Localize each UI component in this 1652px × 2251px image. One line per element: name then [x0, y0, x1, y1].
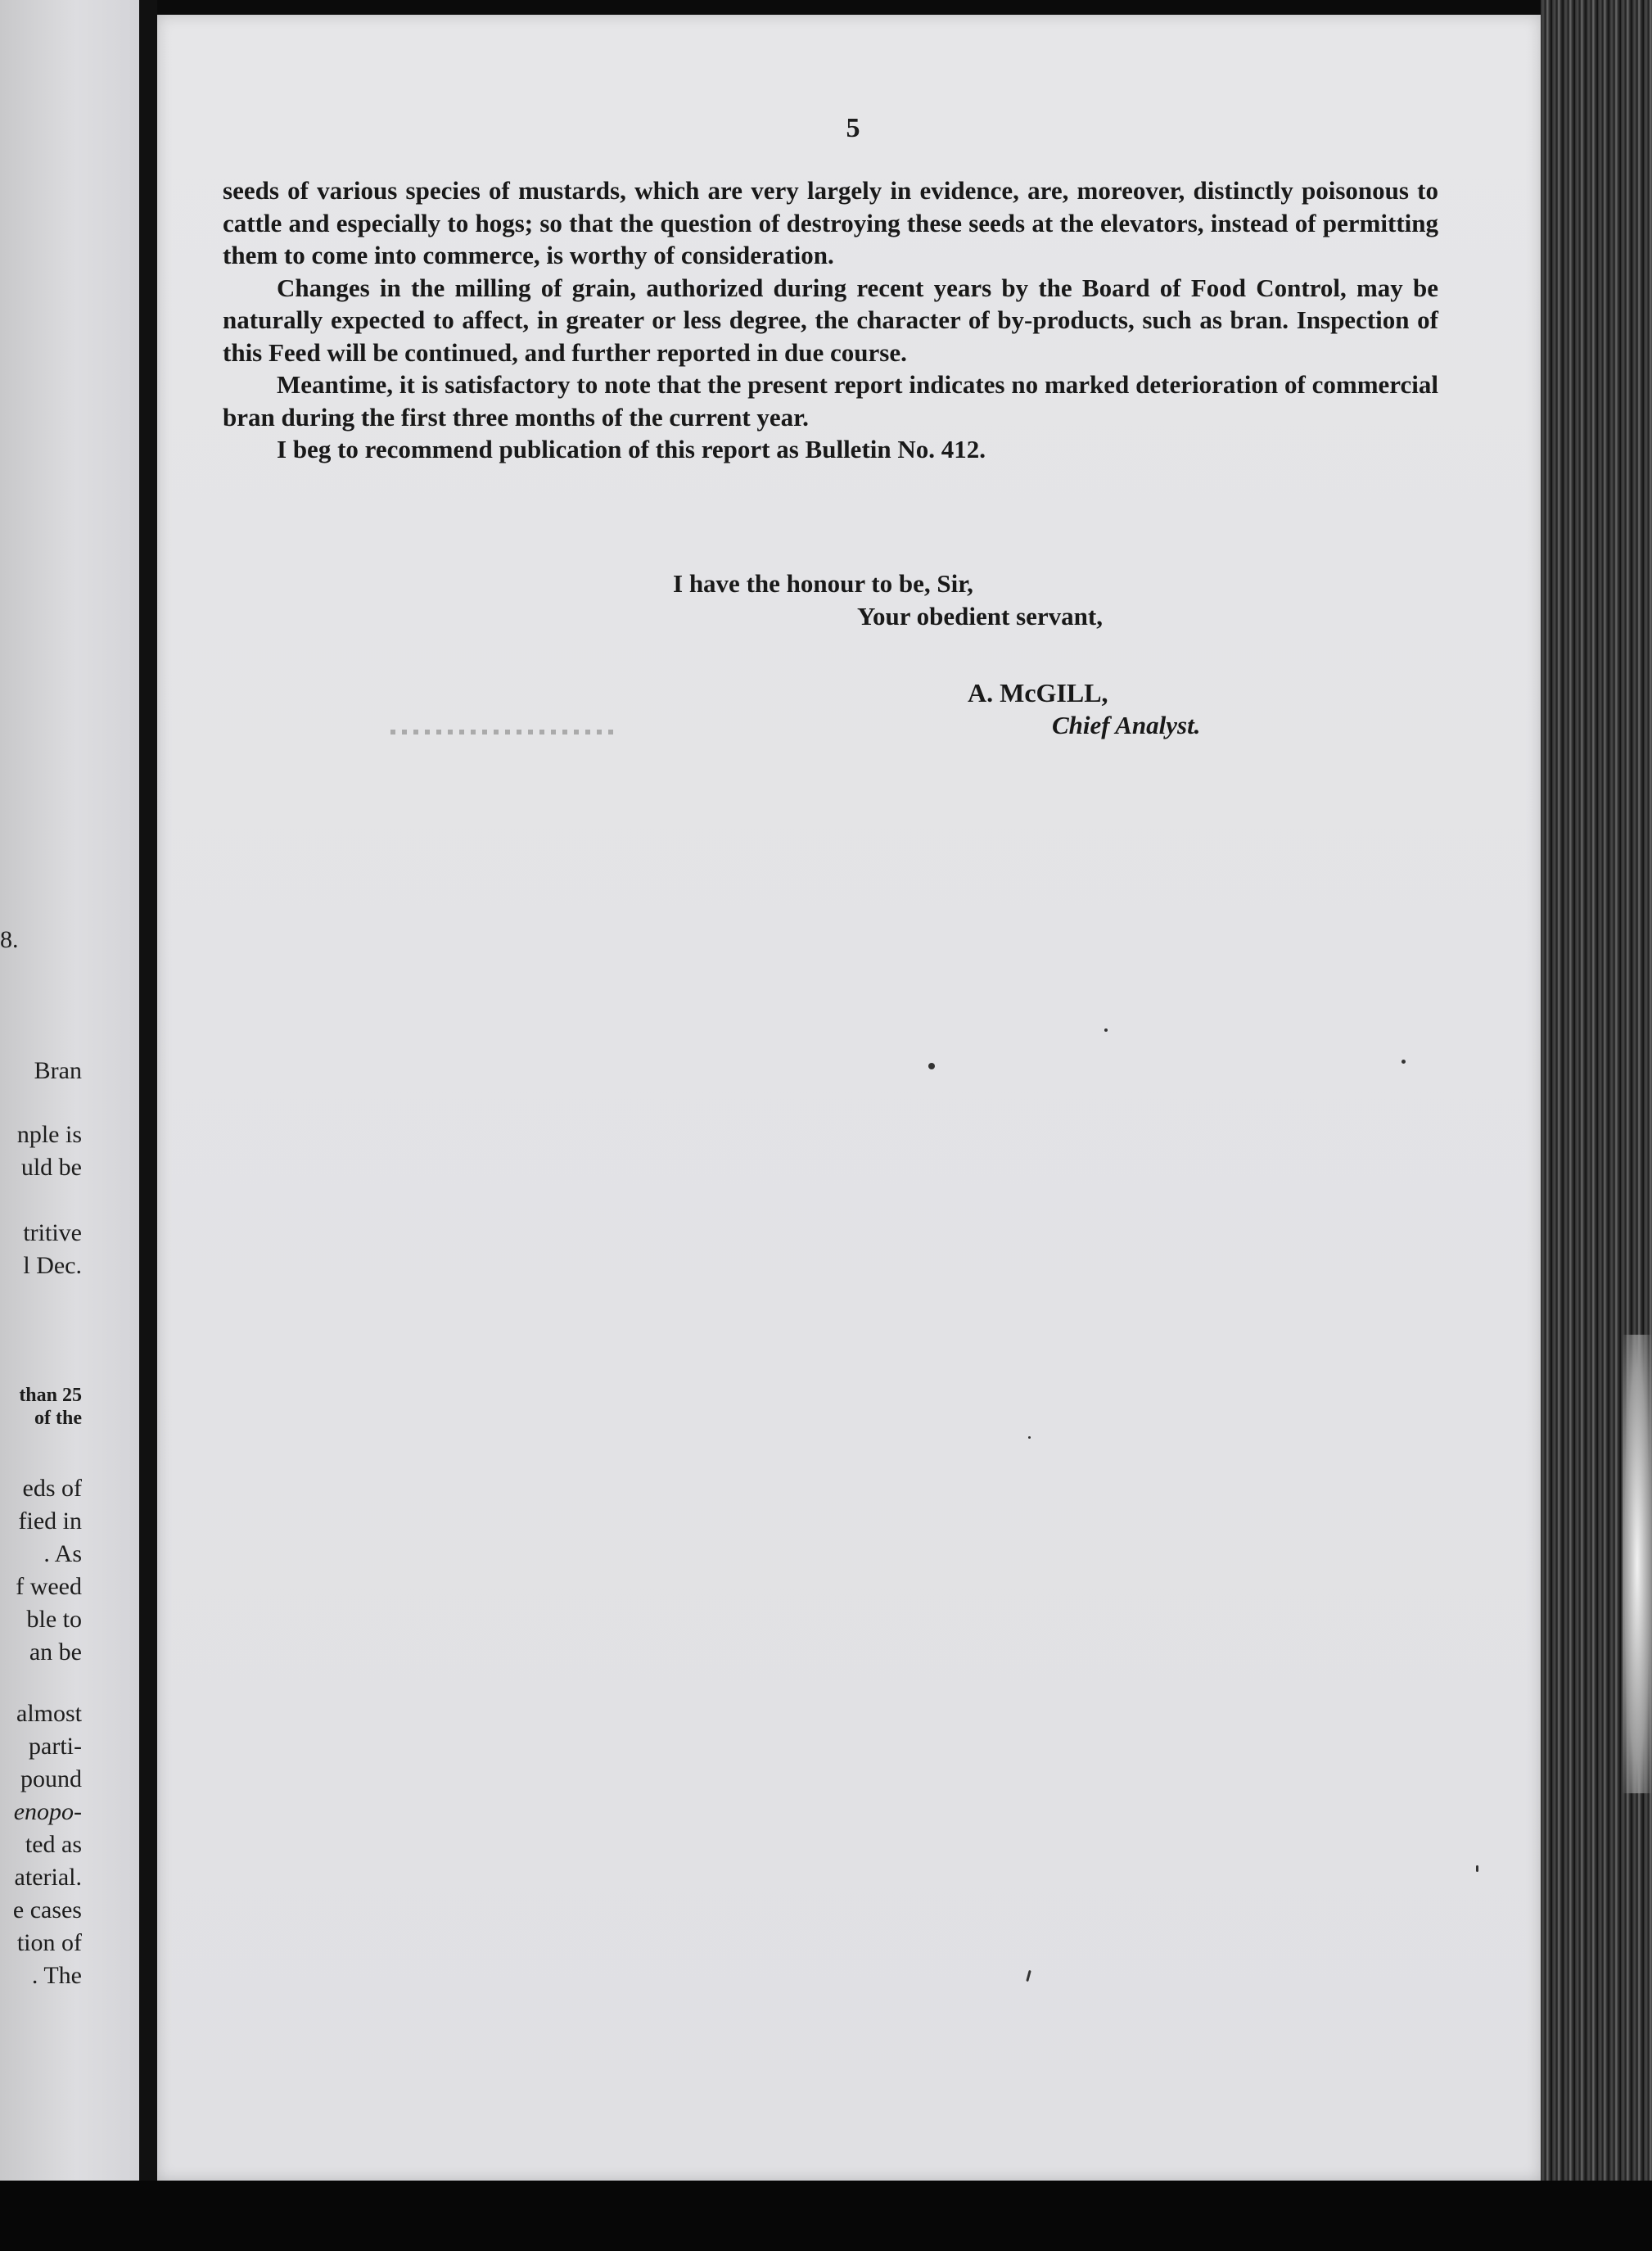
paragraph: Meantime, it is satisfactory to note that the present report indicates no marked deterioration of commercial bran during the first three months of the current year. [223, 370, 1438, 432]
scan-speck [1028, 1436, 1031, 1439]
book-gutter [139, 0, 157, 2251]
paragraph: Changes in the milling of grain, authorized during recent years by the Board of Food Control, may be naturally expected to affect, in greater or less degree, the character of by-products, such as bran. Inspection of this Feed will be continued, and further reported in due course. [223, 273, 1438, 367]
left-page-fragment: . As [43, 1540, 82, 1567]
left-page-fragment: aterial. [14, 1864, 82, 1891]
left-page-fragment: fied in [18, 1507, 82, 1535]
left-page-fragment: eds of [22, 1475, 82, 1502]
previous-page-edge [0, 0, 139, 2251]
left-page-fragment: enopo- [13, 1798, 82, 1825]
left-page-fragment: parti- [29, 1733, 82, 1760]
scan-speck [1476, 1865, 1478, 1872]
scan-artifact [390, 730, 620, 735]
left-page-fragment: of the [34, 1408, 82, 1429]
left-page-fragment: f weed [16, 1573, 82, 1600]
left-page-fragment: uld be [20, 1154, 82, 1181]
closing-line: I have the honour to be, Sir, [673, 569, 973, 598]
signatory-name: A. McGILL, [968, 678, 1108, 707]
left-page-fragment: e cases [12, 1896, 82, 1923]
closing-line: Your obedient servant, [857, 602, 1103, 631]
signatory-title: Chief Analyst. [1052, 711, 1201, 739]
left-page-fragment: ble to [26, 1606, 82, 1633]
left-page-fragment: Bran [34, 1057, 82, 1084]
left-page-fragment: almost [16, 1700, 82, 1727]
left-page-fragment: 8. [0, 926, 19, 953]
scan-speck [928, 1063, 935, 1069]
left-page-fragment: nple is [16, 1121, 82, 1148]
left-page-fragment: pound [20, 1765, 82, 1792]
left-page-fragment: an be [29, 1639, 82, 1666]
page-number: 5 [846, 113, 860, 143]
scan-speck [1104, 1028, 1108, 1032]
left-page-fragment: than 25 [19, 1385, 82, 1406]
left-page-fragment: ted as [25, 1831, 82, 1858]
left-page-fragment: tion of [16, 1929, 82, 1956]
document-page [157, 15, 1541, 2181]
left-page-fragment: . The [31, 1962, 82, 1989]
scan-speck [1401, 1060, 1406, 1064]
paragraph: seeds of various species of mustards, which are very largely in evidence, are, moreover, distinctly poisonous to cattle and especially to hogs; so that the question of destroying these seeds at the elevators, instead of permitting them to come into commerce, is worthy of consideration. [223, 176, 1438, 269]
left-page-fragment: tritive [23, 1219, 82, 1246]
scan-speck [1026, 1970, 1031, 1982]
scan-glare [1623, 1335, 1652, 1793]
letter-body [223, 174, 1438, 466]
scanner-border [0, 2181, 1652, 2251]
left-page-fragment: l Dec. [23, 1252, 82, 1279]
paragraph: I beg to recommend publication of this report as Bulletin No. 412. [277, 435, 986, 463]
book-edge [1541, 0, 1652, 2251]
